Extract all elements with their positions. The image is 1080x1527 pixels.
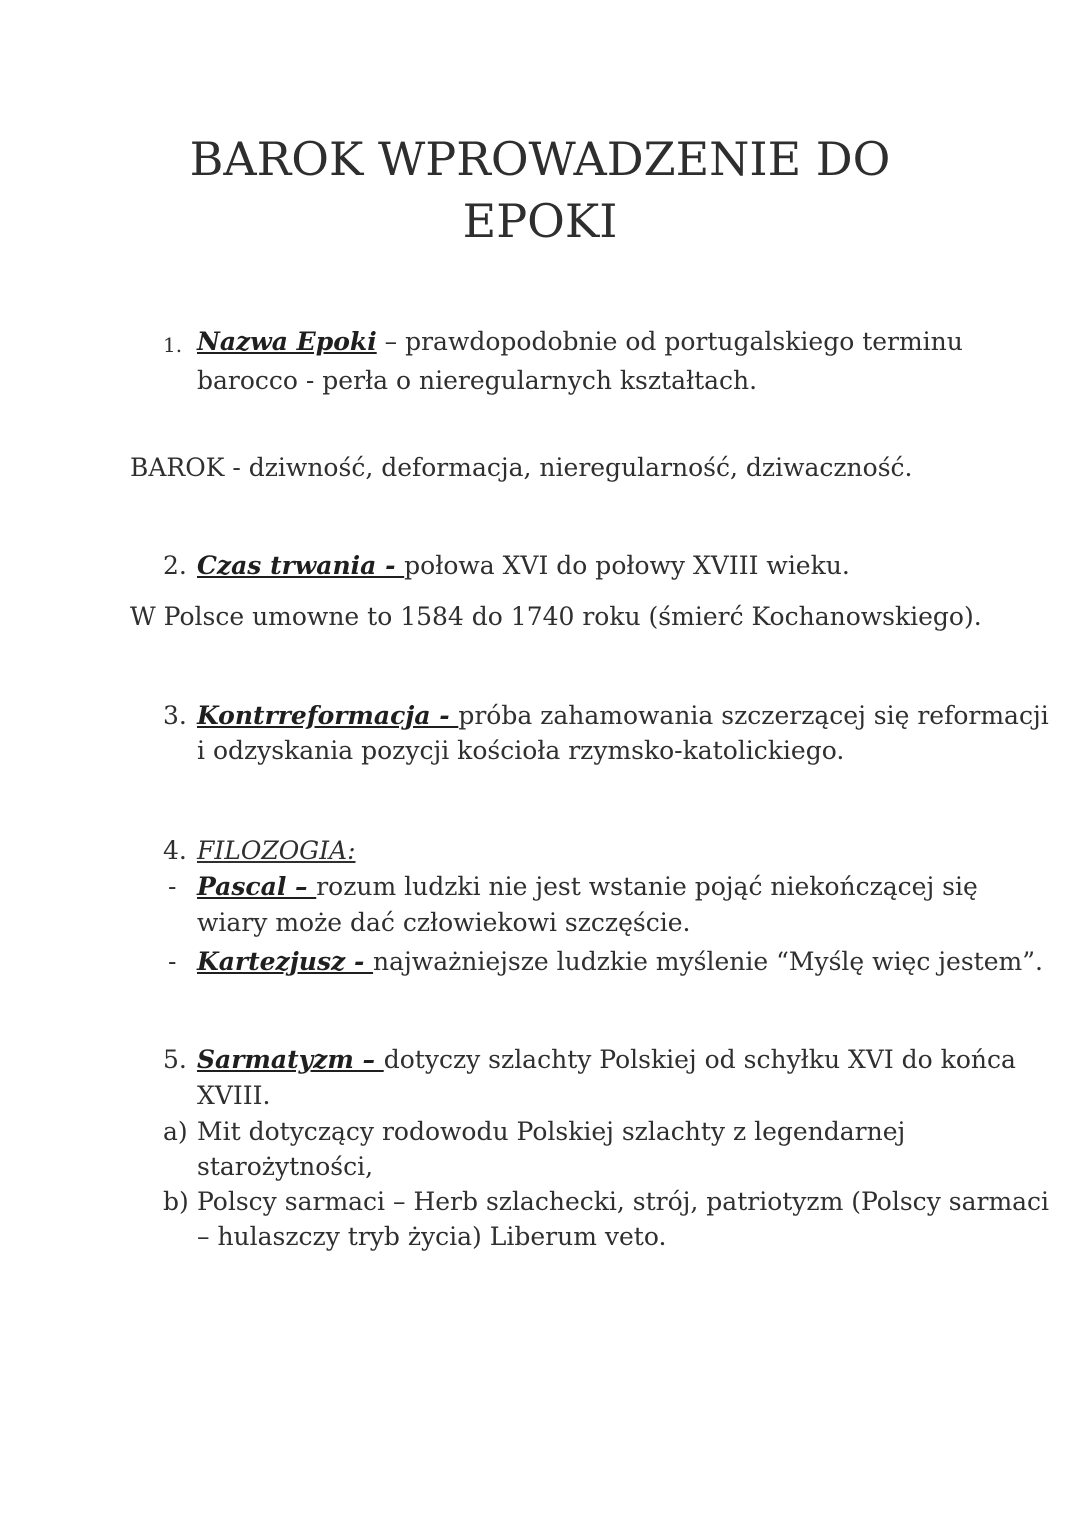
section-1-number: 1. bbox=[163, 333, 183, 357]
page-title-line-2: EPOKI bbox=[462, 194, 618, 248]
section-3-line-2: i odzyskania pozycji kościoła rzymsko-katolickiego. bbox=[197, 736, 845, 765]
section-2-line bbox=[197, 549, 850, 583]
section-1-line-2: barocco - perła o nieregularnych kształtach. bbox=[197, 366, 758, 395]
section-3-text-1: próba zahamowania szczerzącej się reformacji bbox=[458, 701, 1049, 730]
section-4-item-2-text-1: najważniejsze ludzkie myślenie “Myślę więc jestem”. bbox=[373, 947, 1043, 976]
section-5-text-1: dotyczy szlachty Polskiej od schyłku XVI do końca bbox=[383, 1045, 1016, 1074]
section-2-number: 2. bbox=[163, 551, 187, 580]
section-2-term: Czas trwania - bbox=[197, 551, 405, 580]
section-4-heading: FILOZOGIA: bbox=[197, 836, 356, 865]
section-5-marker-b: b) bbox=[163, 1187, 189, 1216]
section-3-term: Kontrreformacja - bbox=[197, 701, 459, 730]
section-5-term: Sarmatyzm – bbox=[197, 1045, 384, 1074]
section-5-item-b-line-2: – hulaszczy tryb życia) Liberum veto. bbox=[197, 1222, 667, 1251]
page-title-line-1: BAROK WPROWADZENIE DO bbox=[189, 132, 891, 186]
section-4-item-1-line-1 bbox=[197, 870, 978, 904]
section-3-number: 3. bbox=[163, 701, 187, 730]
section-3-line-1 bbox=[197, 699, 1049, 733]
section-5-line-1 bbox=[197, 1043, 1016, 1077]
section-4-item-2-line-1 bbox=[197, 945, 1043, 979]
section-4-item-1-line-2: wiary może dać człowiekowi szczęście. bbox=[197, 908, 691, 937]
section-5-marker-a: a) bbox=[163, 1117, 188, 1146]
section-1-text-1: – prawdopodobnie od portugalskiego terminu bbox=[376, 327, 963, 356]
section-4-bullet-2: - bbox=[168, 947, 177, 976]
section-4-item-1-text-1: rozum ludzki nie jest wstanie pojąć niekończącej się bbox=[316, 872, 978, 901]
section-5-item-a-line-2: starożytności, bbox=[197, 1152, 374, 1181]
section-4-item-1-term: Pascal – bbox=[197, 872, 317, 901]
section-5-number: 5. bbox=[163, 1045, 187, 1074]
barok-definition: BAROK - dziwność, deformacja, nieregularność, dziwaczność. bbox=[130, 453, 913, 482]
section-5-item-a-line-1: Mit dotyczący rodowodu Polskiej szlachty z legendarnej bbox=[197, 1117, 906, 1146]
section-5-line-2: XVIII. bbox=[197, 1081, 271, 1110]
section-1-line-1 bbox=[197, 325, 963, 359]
section-2-poland-line: W Polsce umowne to 1584 do 1740 roku (śmierć Kochanowskiego). bbox=[130, 602, 982, 631]
section-2-text: połowa XVI do połowy XVIII wieku. bbox=[404, 551, 850, 580]
section-4-item-2-term: Kartezjusz - bbox=[197, 947, 374, 976]
section-4-bullet-1: - bbox=[168, 872, 177, 901]
section-1-term: Nazwa Epoki bbox=[197, 327, 377, 356]
page-title bbox=[0, 128, 1080, 252]
section-4-number: 4. bbox=[163, 836, 187, 865]
section-5-item-b-line-1: Polscy sarmaci – Herb szlachecki, strój, patriotyzm (Polscy sarmaci bbox=[197, 1187, 1050, 1216]
